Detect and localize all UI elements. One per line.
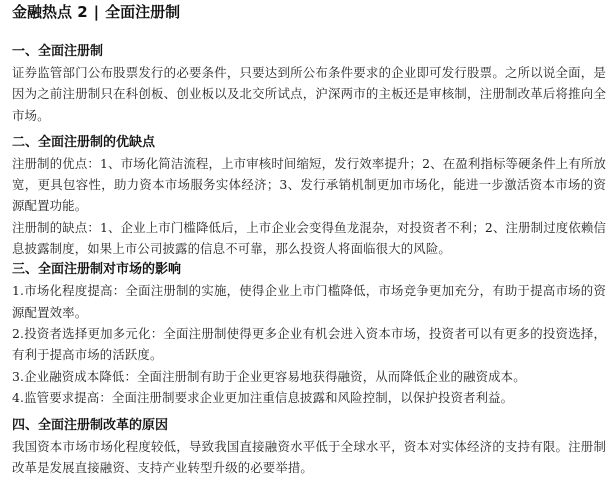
title-separator: |: [93, 3, 100, 21]
paragraph: 证券监管部门公布股票发行的必要条件，只要达到所公布条件要求的企业即可发行股票。之所以说全面，是因为之前注册制只在科创板、创业板以及北交所试点，沪深两市的主板还是审核制，注册制改革后将推向全市场。: [12, 65, 606, 123]
section-reform-reasons: [12, 416, 606, 479]
list-item: 1.市场化程度提高：全面注册制的实施，使得企业上市门槛降低，市场竞争更加充分，有助于提高市场的资源配置效率。: [12, 283, 606, 320]
paragraph: 注册制的优点：1、市场化简洁流程，上市审核时间缩短，发行效率提升；2、在盈利指标等硬条件上有所放宽，更具包容性，助力资本市场服务实体经济；3、发行承销机制更加市场化，能进一步激活资本市场的资源配置功能。: [12, 155, 606, 214]
paragraph: 注册制的缺点：1、企业上市门槛降低后，上市企业会变得鱼龙混杂，对投资者不利；2、注册制过度依赖信息披露制度，如果上市公司披露的信息不可靠，那么投资人将面临很大的风险。: [12, 219, 606, 257]
document-title: [12, 0, 606, 23]
section-heading: 二、全面注册制的优缺点: [12, 134, 156, 150]
section-heading: 一、全面注册制: [12, 44, 104, 59]
section-pros-cons: [12, 133, 606, 259]
list-item: 4.监管要求提高：全面注册制要求企业更加注重信息披露和风险控制，以保护投资者利益。: [12, 389, 514, 405]
section-overview: [12, 42, 606, 126]
list-item: 2.投资者选择更加多元化：全面注册制使得更多企业有机会进入资本市场，投资者可以有更多的投资选择，有利于提高市场的活跃度。: [12, 325, 606, 363]
section-heading: 四、全面注册制改革的原因: [12, 418, 169, 434]
paragraph: 我国资本市场市场化程度较低，导致我国直接融资水平低于全球水平，资本对实体经济的支持有限。注册制改革是发展直接融资、支持产业转型升级的必要举措。: [12, 439, 606, 476]
section-market-impact: [12, 260, 606, 408]
title-topic: 全面注册制: [105, 3, 181, 21]
title-label: 金融热点 2: [12, 3, 88, 21]
list-item: 3.企业融资成本降低：全面注册制有助于企业更容易地获得融资，从而降低企业的融资成本。: [12, 368, 526, 384]
section-heading: 三、全面注册制对市场的影响: [12, 262, 182, 278]
